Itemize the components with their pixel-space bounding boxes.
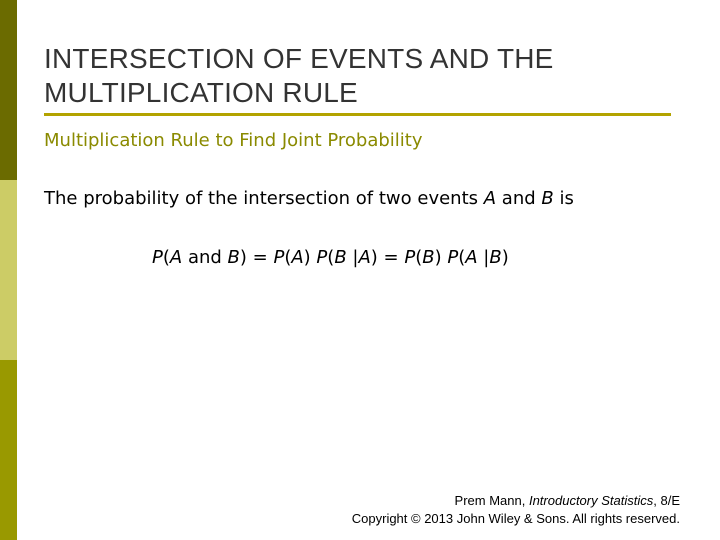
title-divider (44, 113, 671, 116)
copyright-line: Copyright © 2013 John Wiley & Sons. All rights reserved. (351, 511, 680, 526)
sidebar-accent-top (0, 0, 17, 180)
formula-term: ( (162, 247, 170, 268)
formula-term: B (422, 247, 435, 268)
formula-term: ( (284, 247, 292, 268)
formula-term: ( (458, 247, 466, 268)
formula-term: ( (327, 247, 335, 268)
slide-title (44, 42, 664, 110)
formula-term: B (227, 247, 240, 268)
formula-term: P (273, 247, 285, 268)
formula-term: P (316, 247, 328, 268)
citation-line (352, 492, 680, 510)
statement-prefix: The probability of the intersection of two events (44, 188, 484, 209)
formula-term: ) (303, 247, 317, 268)
formula-term: ) = (370, 247, 405, 268)
statement-suffix: is (553, 188, 574, 209)
formula-term: A (358, 247, 371, 268)
event-a-label: A (483, 188, 497, 209)
formula-term: B (334, 247, 347, 268)
statement-and: and (496, 188, 542, 209)
citation-author: Prem Mann, (454, 493, 529, 508)
formula-term: P (404, 247, 416, 268)
formula-term: A (169, 247, 183, 268)
probability-statement (44, 188, 574, 209)
event-b-label: B (541, 188, 554, 209)
formula-term: A (291, 247, 304, 268)
formula-term: ( (415, 247, 423, 268)
formula-term: ) = (239, 247, 274, 268)
formula-term: B (489, 247, 502, 268)
formula-term: P (447, 247, 459, 268)
formula-term: P (152, 247, 163, 268)
copyright-footer (352, 492, 680, 528)
slide-title-line-2: MULTIPLICATION RULE (44, 77, 358, 108)
formula-term: and (182, 247, 228, 268)
multiplication-rule-formula (152, 247, 509, 268)
formula-term: | (346, 247, 359, 268)
citation-book-title: Introductory Statistics (528, 493, 654, 508)
sidebar-accent-bottom (0, 360, 17, 540)
slide-title-line-1: INTERSECTION OF EVENTS AND THE (44, 43, 554, 74)
slide-subtitle: Multiplication Rule to Find Joint Probability (44, 130, 423, 151)
formula-term: | (477, 247, 490, 268)
formula-term: A (465, 247, 478, 268)
formula-term: ) (434, 247, 448, 268)
citation-edition: , 8/E (653, 493, 680, 508)
sidebar-accent-middle (0, 180, 17, 360)
formula-term: ) (501, 247, 509, 268)
